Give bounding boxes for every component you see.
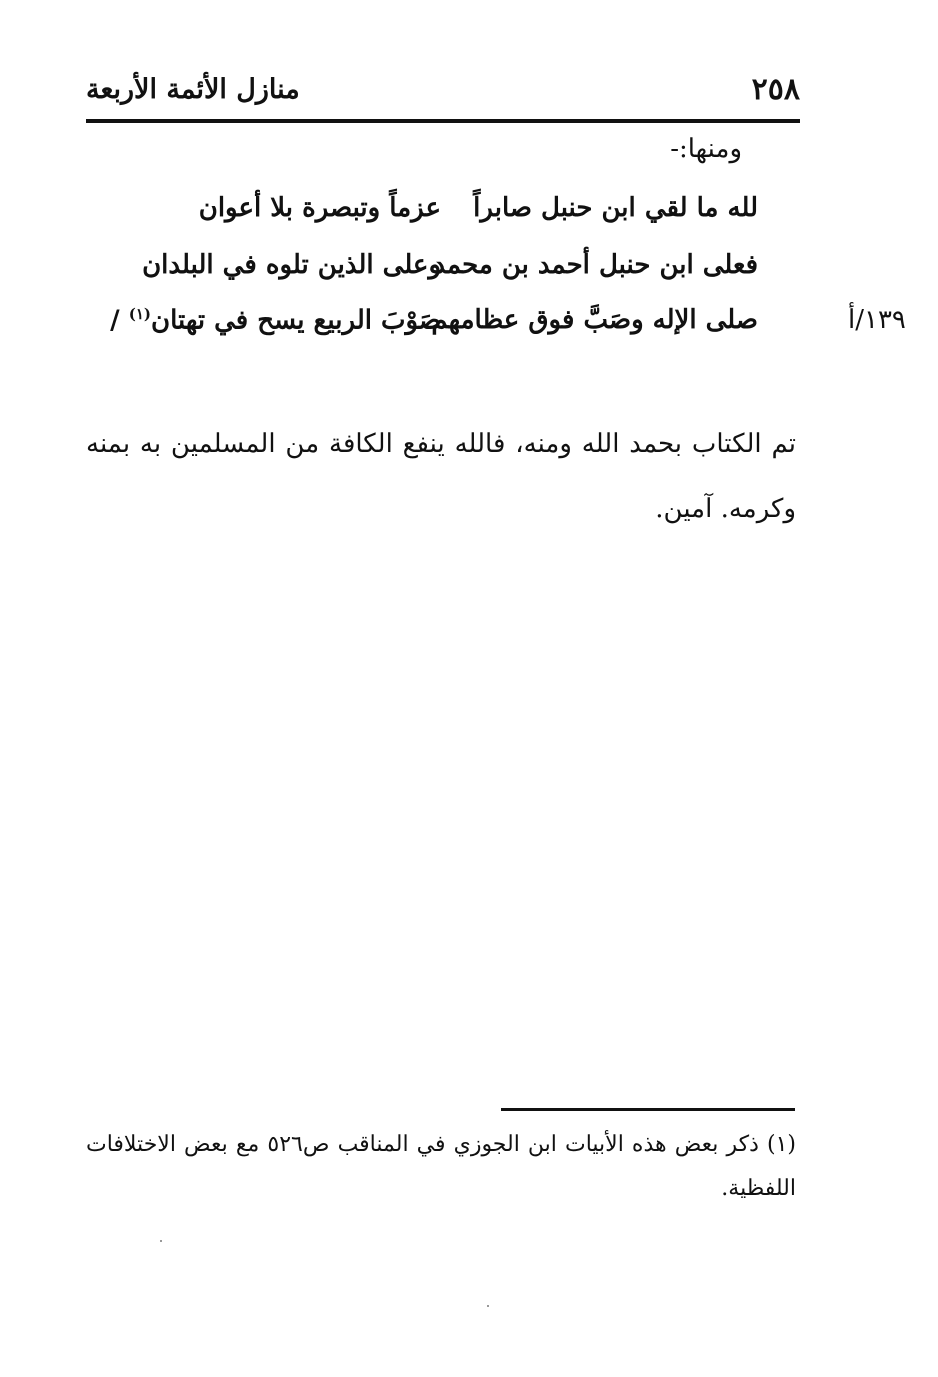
footnote-rule [501,1108,795,1111]
scan-speck [160,1240,162,1242]
verse-2-second-hemistich: وعلى الذين تلوه في البلدان [142,250,441,280]
verse-3-first-hemistich: صلى الإله وصَبَّ فوق عظامهم [431,305,758,335]
verse-2-first-hemistich: فعلى ابن حنبل أحمد بن محمد [433,250,758,280]
margin-folio-reference: ١٣٩/أ [848,305,906,335]
page-number: ٢٥٨ [751,72,800,107]
header-rule [86,119,800,123]
verse-1-first-hemistich: لله ما لقي ابن حنبل صابراً [473,193,758,223]
footnote: (١) ذكر بعض هذه الأبيات ابن الجوزي في المناقب ص٥٢٦ مع بعض الاختلافات اللفظية. [86,1132,796,1201]
folio-break-mark: / [110,305,129,336]
scan-speck [487,1305,489,1307]
closing-paragraph: تم الكتاب بحمد الله ومنه، فالله ينفع الكافة من المسلمين به بمنه وكرمه. آمين. [86,429,796,524]
verse-3-second-hemistich [110,305,441,336]
intro-label: ومنها:- [670,134,742,164]
running-title: منازل الأئمة الأربعة [86,74,300,105]
verse-1-second-hemistich: عزماً وتبصرة بلا أعوان [198,193,441,223]
verse-3-second-hemistich-text: صَوْبَ الربيع يسح في تهتان [151,305,441,336]
footnote-marker: (١) [128,305,151,323]
